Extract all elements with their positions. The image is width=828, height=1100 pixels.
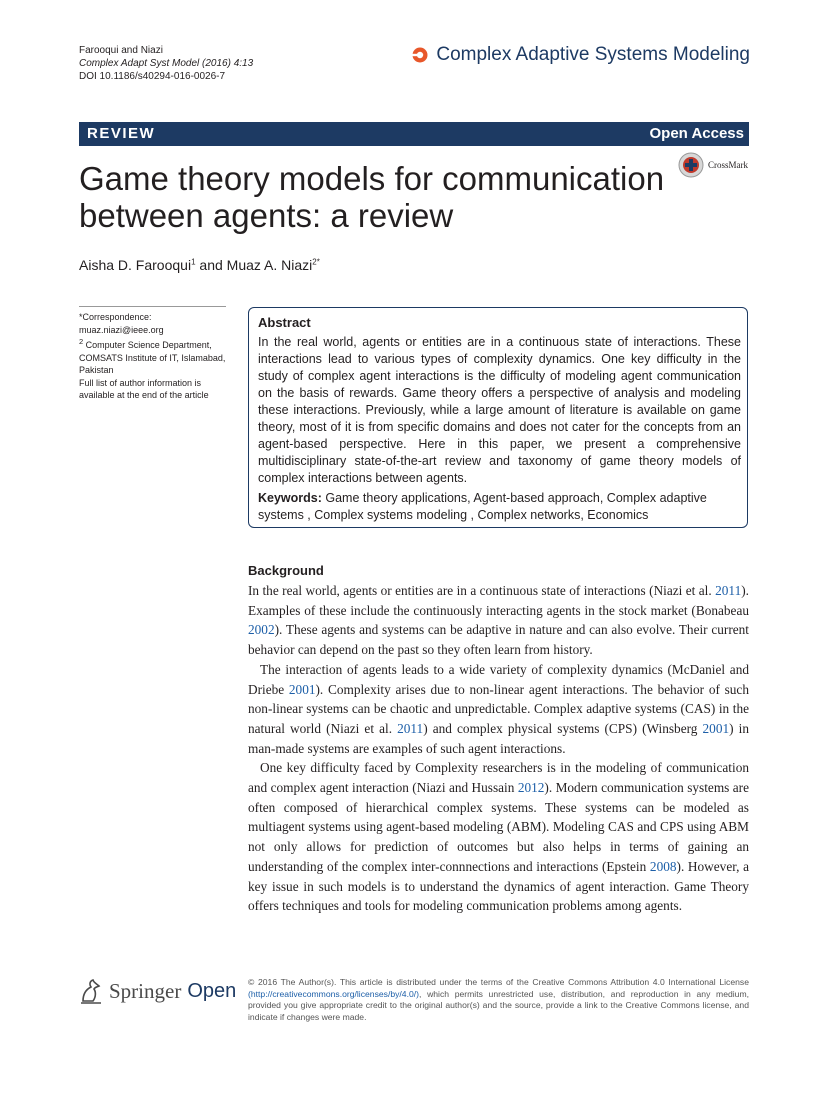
citation-link[interactable]: 2002 (248, 622, 275, 638)
sidebar-divider (79, 306, 226, 307)
journal-logo-icon (412, 47, 428, 63)
abstract-text: In the real world, agents or entities are in a continuous state of interactions. These interactions lead to various types of complexity dynamics. One key difficulty in the study of complex agent interactions is the difficulty of modeling agent communication on the basis of rewards. Game theory offers a perspective of analysis and modeling these interactions. Previously, while a large amount of literature is available on game theory, most of it is from specific domains and does not cater for the concepts from an agent-based perspective. Here in this paper, we present a comprehensive multidisciplinary state-of-the-art review and taxonomy of game theory models of complex interactions between agents. (258, 335, 741, 485)
license-link[interactable]: (http://creativecommons.org/licenses/by/4.0/) (248, 988, 419, 999)
background-body (248, 581, 749, 916)
citation-link[interactable]: 2011 (397, 720, 424, 736)
affiliation-note (79, 336, 229, 377)
affiliation-sup: 2 (79, 337, 84, 346)
keywords (258, 490, 738, 524)
author-and: and (195, 257, 227, 273)
crossmark-icon (678, 152, 704, 178)
author-2-affil: 2* (312, 257, 320, 267)
journal-title (412, 44, 750, 66)
keywords-label: Keywords: (258, 491, 322, 505)
header-authors: Farooqui and Niazi (79, 45, 163, 56)
citation-link[interactable]: 2001 (288, 681, 316, 697)
publisher-logo (79, 977, 236, 1005)
keywords-list: Game theory applications, Agent-based approach, Complex adaptive systems , Complex systems modeling , Complex networks, Economics (258, 491, 707, 522)
publisher-name: Springer (109, 978, 182, 1003)
article-title: Game theory models for communication between agents: a review (79, 160, 665, 234)
article-type-label: REVIEW (87, 125, 156, 142)
citation-link[interactable]: 2011 (715, 583, 742, 598)
springer-horse-icon (79, 977, 103, 1005)
background-paragraph-3: One key difficulty faced by Complexity researchers is in the modeling of communication and complex agent interaction (Niazi and Hussain 2012). Modern communication systems are often composed of hierarchical complex systems. These systems can be modeled as multiagent systems using agent-based modeling (ABM). Modeling CAS and CPS using ABM not only allows for prediction of outcomes but also helps in terms of gaining an understanding of the complex inter-connnections and interactions (Epstein 2008). However, a key issue in such models is to understand the dynamics of agent interaction. Game Theory offers techniques and tools for modeling communication problems among agents. (248, 760, 750, 914)
background-heading: Background (248, 563, 324, 578)
header-doi: DOI 10.1186/s40294-016-0026-7 (79, 71, 226, 82)
crossmark-badge[interactable] (678, 152, 748, 178)
background-paragraph-2: The interaction of agents leads to a wide variety of complexity dynamics (McDaniel and Driebe 2001). Complexity arises due to non-linear agent interactions. The behavior of such non-linear systems can be chaotic and unpredictable. Complex adaptive systems (CAS) in the natural world (Niazi et al. 2011) and complex physical systems (CPS) (Winsberg 2001) in man-made systems are examples of such agent interactions. (248, 661, 749, 756)
publisher-open: Open (187, 979, 237, 1002)
crossmark-label: CrossMark (708, 160, 748, 170)
author-2[interactable]: Muaz A. Niazi (226, 257, 313, 273)
author-1-affil: 1 (191, 257, 196, 267)
license-notice: © 2016 The Author(s). This article is distributed under the terms of the Creative Commons Attribution 4.0 International License (http://creativecommons.org/licenses/by/4.0/), which permits unrestricted use, distribution, and reproduction in any medium, provided you give appropriate credit to the original author(s) and the source, provide a link to the Creative Commons license, and indicate if changes were made. (248, 977, 749, 1022)
author-info-note: Full list of author information is available at the end of the article (79, 377, 209, 400)
affiliation-text: Computer Science Department, COMSATS Institute of IT, Islamabad, Pakistan (79, 340, 226, 375)
author-1[interactable]: Aisha D. Farooqui (79, 257, 192, 273)
citation-link[interactable]: 2008 (649, 858, 677, 874)
correspondence-email[interactable]: muaz.niazi@ieee.org (79, 324, 164, 335)
background-paragraph-1: In the real world, agents or entities are in a continuous state of interactions (Niazi et al. 2011). Examples of these include the continuously interacting agents in the stock market (Bonabeau 2002). These agents and systems can be adaptive in nature and can also evolve. Their current behavior can depend on the past so they often learn from history. (248, 583, 749, 658)
author-list (79, 257, 320, 273)
citation-link[interactable]: 2001 (702, 720, 730, 736)
correspondence-label: *Correspondence: (79, 312, 152, 322)
header-citation: Complex Adapt Syst Model (2016) 4:13 (79, 58, 254, 69)
abstract-heading: Abstract (258, 315, 311, 330)
citation-link[interactable]: 2012 (517, 780, 545, 796)
open-access-label: Open Access (649, 125, 744, 142)
article-header-meta (79, 44, 253, 83)
journal-name: Complex Adaptive Systems Modeling (436, 44, 750, 65)
article-type-banner (79, 122, 749, 146)
correspondence-notes (79, 311, 229, 402)
